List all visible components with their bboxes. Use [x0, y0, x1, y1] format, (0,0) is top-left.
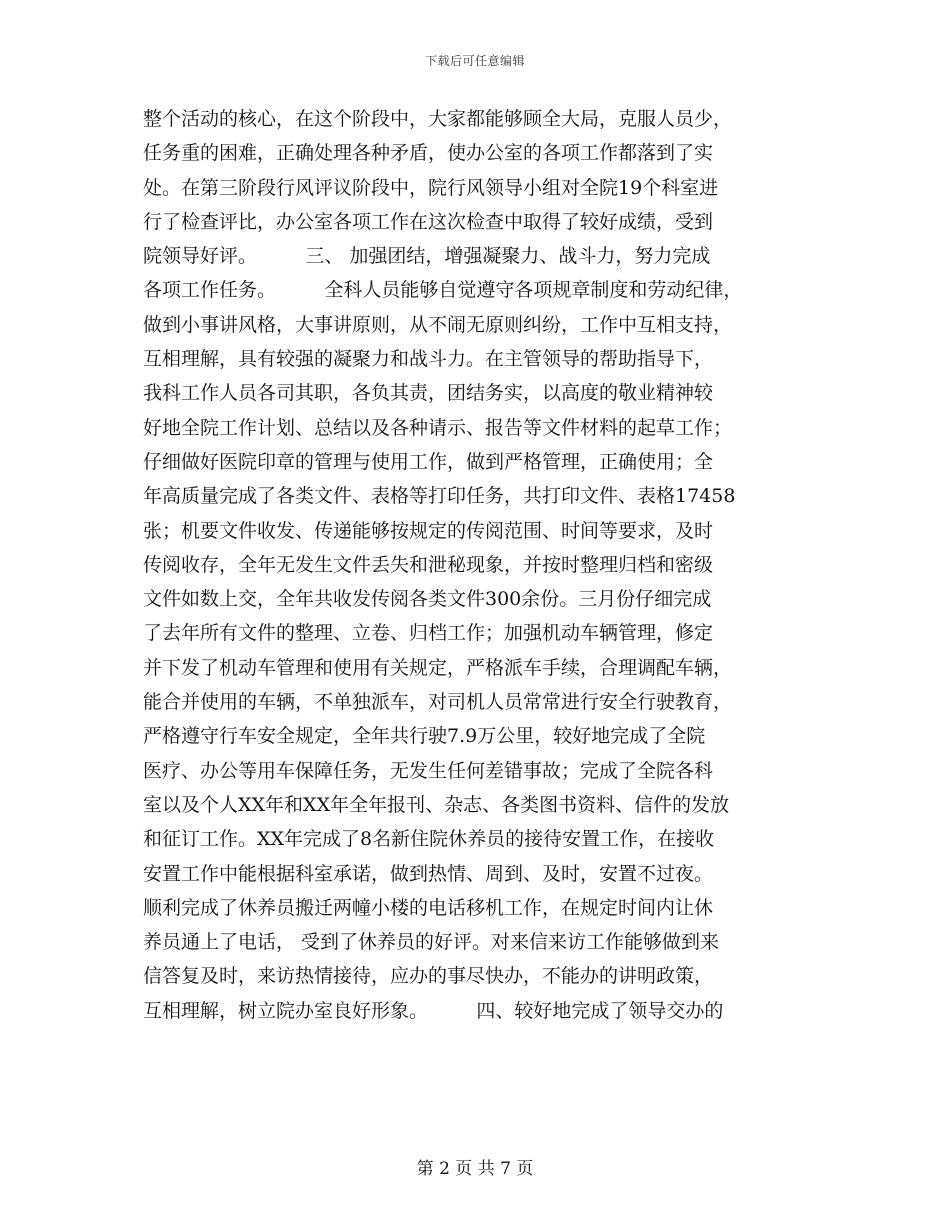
body-line: 行了检查评比，办公室各项工作在这次检查中取得了较好成绩，受到: [143, 210, 714, 233]
body-line: 院领导好评。 三、 加强团结，增强凝聚力、战斗力，努力完成: [143, 245, 711, 268]
body-line: 好地全院工作计划、总结以及各种请示、报告等文件材料的起草工作；: [143, 416, 733, 439]
body-line: 安置工作中能根据科室承诺，做到热情、周到、及时，安置不过夜。: [143, 862, 714, 885]
body-line: 养员通上了电话， 受到了休养员的好评。对来信来访工作能够做到来: [143, 931, 720, 954]
body-line: 严格遵守行车安全规定，全年共行驶7.9万公里，较好地完成了全院: [143, 725, 706, 748]
body-line: 和征订工作。XX年完成了8名新住院休养员的接待安置工作，在接收: [143, 828, 715, 851]
page-header: 下载后可任意编辑: [424, 54, 525, 68]
body-line: 做到小事讲风格，大事讲原则，从不闹无原则纠纷，工作中互相支持，: [143, 313, 733, 336]
body-line: 互相理解，具有较强的凝聚力和战斗力。在主管领导的帮助指导下，: [143, 348, 714, 371]
body-line: 顺利完成了休养员搬迁两幢小楼的电话移机工作，在规定时间内让休: [143, 896, 714, 919]
body-line: 整个活动的核心，在这个阶段中，大家都能够顾全大局，克服人员少，: [143, 108, 733, 130]
page-number: 第 2 页 共 7 页: [416, 1159, 534, 1179]
body-line: 文件如数上交，全年共收发传阅各类文件300余份。三月份仔细完成: [143, 588, 712, 611]
body-line: 医疗、办公等用车保障任务，无发生任何差错事故；完成了全院各科: [143, 759, 714, 782]
body-line: 年高质量完成了各类文件、表格等打印任务，共打印文件、表格17458: [143, 485, 736, 508]
body-line: 了去年所有文件的整理、立卷、归档工作；加强机动车辆管理，修定: [143, 622, 714, 645]
body-line: 处。在第三阶段行风评议阶段中，院行风领导小组对全院19个科室进: [143, 176, 719, 199]
document-body: [143, 102, 815, 1028]
body-line: 仔细做好医院印章的管理与使用工作，做到严格管理，正确使用；全: [143, 450, 714, 473]
body-line: 互相理解，树立院办室良好形象。 四、较好地完成了领导交办的: [143, 999, 724, 1022]
body-line: 张；机要文件收发、传递能够按规定的传阅范围、时间等要求，及时: [143, 519, 714, 542]
body-line: 我科工作人员各司其职，各负其责，团结务实，以高度的敬业精神较: [143, 382, 714, 405]
body-line: 并下发了机动车管理和使用有关规定，严格派车手续，合理调配车辆，: [143, 656, 733, 679]
body-line: 信答复及时，来访热情接待，应办的事尽快办，不能办的讲明政策，: [143, 965, 714, 988]
body-line: 各项工作任务。 全科人员能够自觉遵守各项规章制度和劳动纪律，: [143, 279, 743, 302]
body-line: 能合并使用的车辆，不单独派车，对司机人员常常进行安全行驶教育，: [143, 691, 733, 714]
body-line: 传阅收存，全年无发生文件丢失和泄秘现象，并按时整理归档和密级: [143, 553, 714, 576]
body-line: 任务重的困难，正确处理各种矛盾，使办公室的各项工作都落到了实: [143, 142, 714, 165]
body-line: 室以及个人XX年和XX年全年报刊、杂志、各类图书资料、信件的发放: [143, 793, 730, 816]
